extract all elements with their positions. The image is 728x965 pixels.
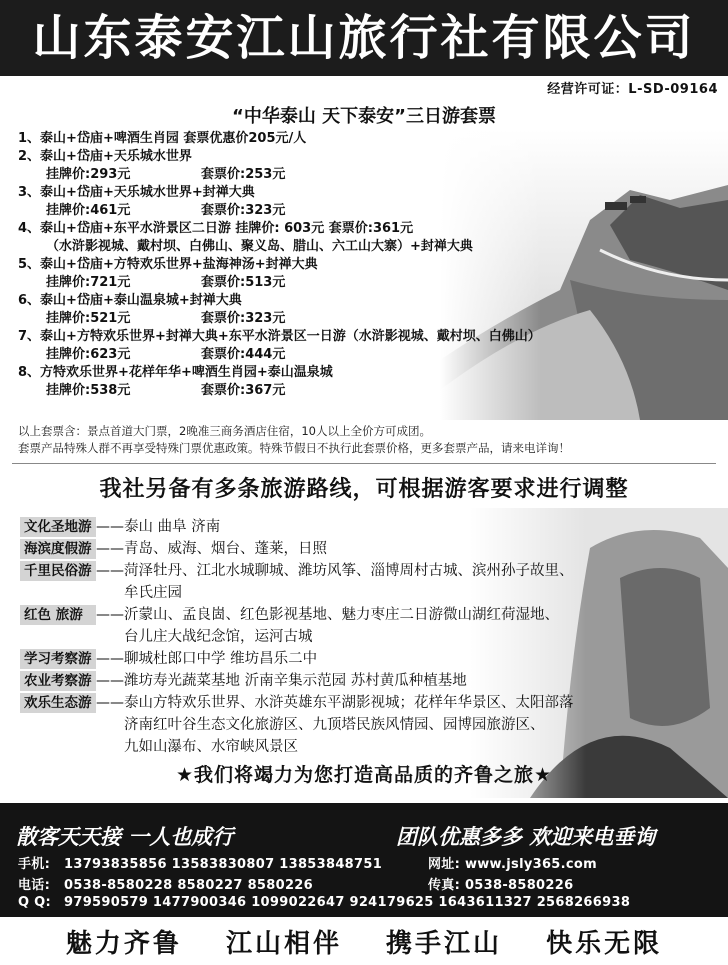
- route-category: 农业考察游: [20, 671, 96, 691]
- route-item: [20, 538, 720, 560]
- route-destination-line: 青岛、威海、烟台、蓬莱，日照: [124, 541, 327, 557]
- route-category: 红色 旅游: [20, 605, 96, 625]
- route-destination-line: 聊城杜郎口中学 维坊昌乐二中: [124, 651, 318, 667]
- route-dash: ——: [96, 541, 124, 557]
- company-name: 山东泰安江山旅行社有限公司: [32, 10, 696, 66]
- package-price: 套票价:513元: [201, 275, 286, 290]
- qq-label: Q Q:: [18, 895, 52, 910]
- package-item: 7、泰山+方特欢乐世界+封禅大典+东平水浒景区一日游（水浒影视城、戴村坝、白佛山）: [18, 329, 541, 344]
- route-destinations: [124, 516, 720, 538]
- bottom-slogan: 江山相伴: [225, 929, 342, 959]
- list-price: 挂牌价:521元: [46, 311, 131, 326]
- route-destination-line: 菏泽牡丹、江北水城聊城、潍坊风筝、淄博周村古城、滨州孙子故里、: [124, 563, 574, 579]
- fax-label: 传真:: [428, 878, 461, 893]
- route-item: [20, 604, 720, 648]
- route-destinations: [124, 538, 720, 560]
- route-dash: ——: [96, 673, 124, 689]
- footer-right-slogan: 团队优惠多多 欢迎来电垂询: [396, 825, 656, 849]
- bottom-slogan: 携手江山: [386, 929, 503, 959]
- route-dash: ——: [96, 607, 124, 623]
- list-price: 挂牌价:623元: [46, 347, 131, 362]
- list-price: 挂牌价:538元: [46, 383, 131, 398]
- fax-number: 0538-8580226: [464, 878, 574, 893]
- mobile-numbers[interactable]: 13793835856 13583830807 13853848751: [64, 857, 383, 872]
- footer-slogans: [16, 821, 716, 851]
- footer-left-slogan: 散客天天接 一人也成行: [16, 825, 234, 849]
- phone-numbers[interactable]: 0538-8580228 8580227 8580226: [64, 878, 313, 893]
- package-price: 套票价:323元: [201, 203, 286, 218]
- list-price: 挂牌价:461元: [46, 203, 131, 218]
- bottom-slogan: 魅力齐鲁: [65, 929, 182, 959]
- package-price: 套票价:367元: [201, 383, 286, 398]
- business-license: 经营许可证：L-SD-09164: [547, 82, 718, 97]
- route-destination-line: 牟氏庄园: [124, 585, 182, 601]
- qq-numbers[interactable]: 979590579 1477900346 1099022647 924179625 1643611327 2568266938: [64, 895, 631, 910]
- package-price-row: [18, 166, 718, 184]
- route-destination-line: 济南红叶谷生态文化旅游区、九顶塔民族风情园、园博园旅游区、: [124, 717, 545, 733]
- package-title: “中华泰山 天下泰安”三日游套票: [232, 106, 496, 127]
- package-price: 套票价:253元: [201, 167, 286, 182]
- routes-slogan: 我社另备有多条旅游路线，可根据游客要求进行调整: [99, 477, 629, 502]
- package-item: 1、泰山+岱庙+啤酒生肖园 套票优惠价205元/人: [18, 131, 307, 146]
- package-price-row: [18, 382, 718, 400]
- route-destination-line: 沂蒙山、孟良崮、红色影视基地、魅力枣庄二日游微山湖红荷湿地、: [124, 607, 559, 623]
- fax-row: [428, 874, 573, 893]
- route-dash: ——: [96, 695, 124, 711]
- route-destinations: [124, 604, 720, 648]
- route-category: 学习考察游: [20, 649, 96, 669]
- route-category: 欢乐生态游: [20, 693, 96, 713]
- route-dash: ——: [96, 519, 124, 535]
- route-item: [20, 516, 720, 538]
- list-price: 挂牌价:293元: [46, 167, 131, 182]
- phone-row: [18, 874, 313, 893]
- package-item: 6、泰山+岱庙+泰山温泉城+封禅大典: [18, 293, 242, 308]
- route-item: [20, 692, 720, 758]
- package-price: 套票价:323元: [201, 311, 286, 326]
- route-category: 千里民俗游: [20, 561, 96, 581]
- route-category: 海滨度假游: [20, 539, 96, 559]
- website-row: [428, 853, 597, 872]
- route-destinations: [124, 670, 720, 692]
- route-item: [20, 648, 720, 670]
- mobile-row: [18, 853, 382, 872]
- phone-label: 电话:: [18, 878, 51, 893]
- route-destination-line: 潍坊寿光蔬菜基地 沂南辛集示范园 苏村黄瓜种植基地: [124, 673, 467, 689]
- route-destinations: [124, 692, 720, 758]
- route-destinations: [124, 648, 720, 670]
- package-item: 2、泰山+岱庙+天乐城水世界: [18, 149, 192, 164]
- package-price-row: [18, 202, 718, 220]
- package-item: 4、泰山+岱庙+东平水浒景区二日游 挂牌价: 603元 套票价:361元: [18, 221, 414, 236]
- route-destinations: [124, 560, 720, 604]
- website-link[interactable]: www.jsly365.com: [464, 857, 597, 872]
- route-destination-line: 台儿庄大战纪念馆，运河古城: [124, 629, 313, 645]
- package-item: 8、方特欢乐世界+花样年华+啤酒生肖园+泰山温泉城: [18, 365, 333, 380]
- package-item: 3、泰山+岱庙+天乐城水世界+封禅大典: [18, 185, 255, 200]
- bottom-bar: [0, 917, 728, 965]
- package-item: 5、泰山+岱庙+方特欢乐世界+盐海神汤+封禅大典: [18, 257, 318, 272]
- note-line: 套票产品特殊人群不再享受特殊门票优惠政策。特殊节假日不执行此套票价格，更多套票产品，请来电详询！: [18, 441, 570, 455]
- header-banner: [0, 0, 728, 76]
- route-destination-line: 九如山瀑布、水帘峡风景区: [124, 739, 298, 755]
- list-price: 挂牌价:721元: [46, 275, 131, 290]
- tagline: ★我们将竭力为您打造高品质的齐鲁之旅★: [175, 764, 553, 786]
- route-item: [20, 560, 720, 604]
- qq-row: [18, 895, 630, 910]
- package-price-row: [18, 346, 718, 364]
- routes-list: [20, 516, 720, 758]
- route-dash: ——: [96, 563, 124, 579]
- route-dash: ——: [96, 651, 124, 667]
- route-category: 文化圣地游: [20, 517, 96, 537]
- package-price-row: [18, 274, 718, 292]
- website-label: 网址:: [428, 857, 461, 872]
- bottom-slogans: [0, 923, 728, 960]
- bottom-slogan: 快乐无限: [546, 929, 663, 959]
- route-item: [20, 670, 720, 692]
- mobile-label: 手机:: [18, 857, 51, 872]
- package-price: 套票价:444元: [201, 347, 286, 362]
- route-destination-line: 泰山方特欢乐世界、水浒英雄东平湖影视城；花样年华景区、太阳部落: [124, 695, 574, 711]
- package-price-row: [18, 310, 718, 328]
- package-item: （水浒影视城、戴村坝、白佛山、聚义岛、腊山、六工山大寨）+封禅大典: [46, 239, 473, 254]
- package-notes: [18, 423, 723, 457]
- package-list: [18, 130, 718, 400]
- divider: [12, 463, 716, 464]
- note-line: 以上套票含：景点首道大门票，2晚准三商务酒店住宿，10人以上全价方可成团。: [18, 424, 431, 438]
- route-destination-line: 泰山 曲阜 济南: [124, 519, 221, 535]
